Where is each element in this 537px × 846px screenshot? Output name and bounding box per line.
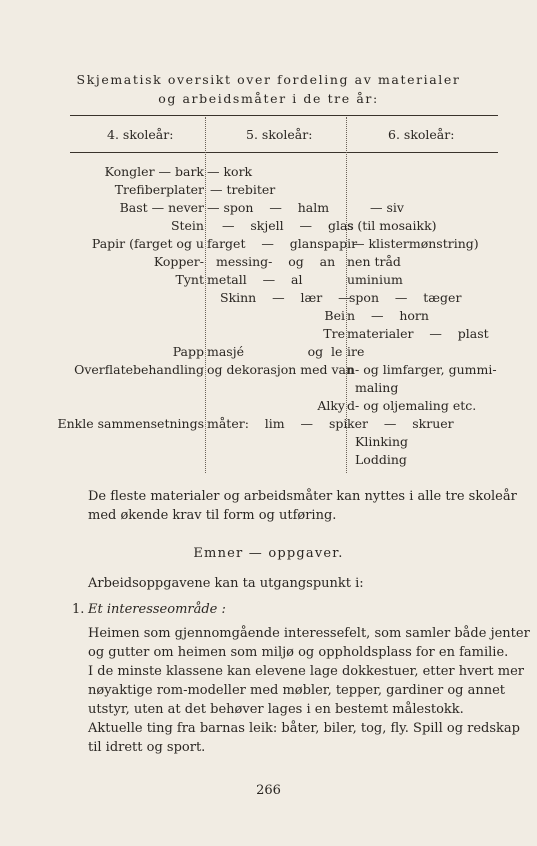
table-cell: måter: lim — spi	[207, 416, 348, 431]
table-top-rule	[70, 115, 498, 116]
table-title-line-2: og arbeidsmåter i de tre år:	[158, 91, 379, 106]
table-cell: ire	[347, 344, 365, 359]
table-cell: farget — glanspapir	[207, 236, 358, 251]
table-cell: n — horn	[347, 308, 429, 323]
table-cell: — skjell — glas	[222, 218, 354, 233]
paragraph-line: utstyr, uten at det behøver lages i en bestemt målestokk.	[88, 702, 464, 717]
table-cell: — spon — halm	[207, 200, 330, 215]
table-cell: — kork	[207, 164, 253, 179]
paragraph-line: Aktuelle ting fra barnas leik: båter, biler, tog, fly. Spill og redskap	[88, 721, 521, 736]
table-title-line-1: Skjematisk oversikt over fordeling av materialer	[76, 72, 461, 87]
table-cell: Tynt	[175, 272, 204, 287]
table-cell: spon — tæger	[349, 290, 462, 305]
column-header-6: 6. skoleår:	[388, 127, 455, 142]
paragraph-line: Heimen som gjennomgående interessefelt, som samler både jenter	[88, 626, 530, 641]
table-cell: materialer — plast	[347, 326, 489, 341]
table-cell: Bast — never	[119, 200, 204, 215]
paragraph-line: og gutter om heimen som miljø og oppholdsplass for en familie.	[88, 645, 509, 660]
table-cell: — klistermønstring)	[352, 236, 479, 251]
column-header-5: 5. skoleår:	[246, 127, 313, 142]
table-cell: Lodding	[355, 452, 407, 467]
table-cell: metall — al	[207, 272, 303, 287]
table-cell: Papir (farget og u	[91, 236, 204, 251]
table-cell: ker — skruer	[347, 416, 454, 431]
paragraph-line: til idrett og sport.	[88, 740, 206, 755]
table-cell: maling	[355, 380, 399, 395]
column-header-4: 4. skoleår:	[107, 127, 174, 142]
paragraph-line: nøyaktige rom-modeller med møbler, tepper, gardiner og annet	[88, 683, 506, 698]
table-cell: Klinking	[355, 434, 409, 449]
table-cell: Trefiberplater	[114, 182, 204, 197]
table-cell: n- og limfarger, gummi-	[347, 362, 497, 377]
note-line-2: med økende krav til form og utføring.	[88, 508, 337, 523]
table-cell: Alky	[317, 398, 345, 413]
table-header-rule	[70, 152, 498, 153]
section-heading: Emner — oppgaver.	[193, 546, 344, 561]
table-cell: Stein	[170, 218, 204, 233]
table-cell: s (til mosaikk)	[347, 218, 437, 233]
table-cell: d- og oljemaling etc.	[347, 398, 477, 413]
item-number: 1.	[72, 602, 85, 617]
page-number: 266	[256, 783, 281, 798]
table-cell: Tre	[323, 326, 345, 341]
table-cell: Kopper-	[153, 254, 204, 269]
table-cell: Kongler — bark	[104, 164, 204, 179]
table-cell: Bei	[324, 308, 345, 323]
table-cell: — siv	[370, 200, 404, 215]
table-cell: uminium	[347, 272, 403, 287]
table-cell: — trebiter	[210, 182, 276, 197]
table-cell: nen tråd	[347, 254, 401, 269]
table-cell: Papp	[172, 344, 204, 359]
table-cell: Enkle sammensetnings	[57, 416, 204, 431]
table-cell: Overflatebehandling	[74, 362, 204, 377]
intro-line: Arbeidsoppgavene kan ta utgangspunkt i:	[88, 576, 364, 591]
table-cell: messing- og an	[216, 254, 336, 269]
column-divider-1	[205, 117, 206, 473]
table-cell: Skinn — lær —	[220, 290, 351, 305]
table-cell: og dekorasjon med van	[207, 362, 355, 377]
item-title: Et interesseområde :	[88, 602, 226, 617]
paragraph-line: I de minste klassene kan elevene lage dokkestuer, etter hvert mer	[88, 664, 524, 679]
note-line-1: De fleste materialer og arbeidsmåter kan nyttes i alle tre skoleår	[88, 489, 517, 504]
table-cell: masjé og le	[207, 344, 343, 359]
